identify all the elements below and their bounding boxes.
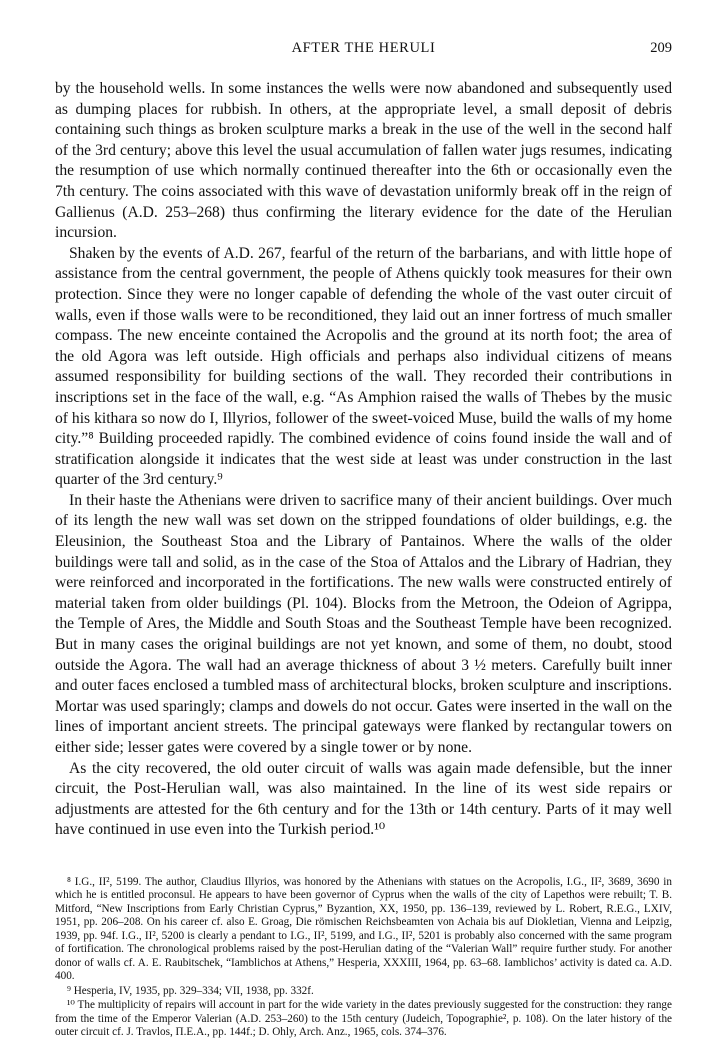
document-page xyxy=(55,40,672,1041)
body-text xyxy=(55,79,672,841)
footnote: ¹⁰ The multiplicity of repairs will account in part for the wide variety in the dates previously suggested for the construction: they range from the time of the Emperor Valerian (A.D. 253–260) to the 15th century (Judeich, Topographie², p. 108). On the later history of the outer circuit cf. J. Travlos, Π.Ε.Α., pp. 144f.; D. Ohly, Arch. Anz., 1965, cols. 374–376. xyxy=(55,999,672,1039)
footnotes xyxy=(55,876,672,1040)
running-header xyxy=(55,40,672,62)
paragraph: Shaken by the events of A.D. 267, fearful of the return of the barbarians, and with little hope of assistance from the central government, the people of Athens quickly took measures for their own protection. Since they were no longer capable of defending the whole of the vast outer circuit of walls, even if those walls were to be reconditioned, they laid out an inner fortress of much smaller compass. The new enceinte contained the Acropolis and the ground at its north foot; the area of the old Agora was left outside. High officials and perhaps also individual citizens of means assumed responsibility for building sections of the wall. They recorded their contributions in inscriptions set in the face of the wall, e.g. “As Amphion raised the walls of Thebes by the music of his kithara so now do I, Illyrios, follower of the sweet-voiced Muse, build the walls of my home city.”⁸ Building proceeded rapidly. The combined evidence of coins found inside the wall and of stratification alongside it indicates that the west side at least was under construction in the last quarter of the 3rd century.⁹ xyxy=(55,244,672,489)
paragraph: In their haste the Athenians were driven to sacrifice many of their ancient buildings. Over much of its length the new wall was set down on the stripped foundations of older buildings, e.g. the Eleusinion, the Southeast Stoa and the Library of Pantainos. Where the walls of the older buildings were tall and solid, as in the case of the Stoa of Attalos and the Library of Hadrian, they were reinforced and incorporated in the fortifications. The new walls were constructed entirely of material taken from older buildings (Pl. 104). Blocks from the Metroon, the Odeion of Agrippa, the Temple of Ares, the Middle and South Stoas and the Southeast Temple have been recognized. But in many cases the original buildings are not yet known, and some of them, no doubt, stood outside the Agora. The wall had an average thickness of about 3 ½ meters. Carefully built inner and outer faces enclosed a tumbled mass of architectural blocks, broken sculpture and inscriptions. Mortar was used sparingly; clamps and dowels do not occur. Gates were inserted in the wall on the lines of important ancient streets. The principal gateways were flanked by rectangular towers on either side; lesser gates were covered by a single tower or by none. xyxy=(55,491,672,756)
running-title: AFTER THE HERULI xyxy=(291,40,436,56)
paragraph: by the household wells. In some instances the wells were now abandoned and subsequently used as dumping places for rubbish. In others, at the appropriate level, a small deposit of debris containing such things as broken sculpture marks a break in the use of the well in the second half of the 3rd century; above this level the usual accumulation of fallen water jugs resumes, indicating the resumption of use which normally continued thereafter into the 6th or occasionally even the 7th century. The coins associated with this wave of devastation uniformly break off in the reign of Gallienus (A.D. 253–268) thus confirming the literary evidence for the date of the Herulian incursion. xyxy=(55,80,672,242)
page-number: 209 xyxy=(650,40,672,56)
footnote: ⁹ Hesperia, IV, 1935, pp. 329–334; VII, 1938, pp. 332f. xyxy=(67,984,314,997)
paragraph: As the city recovered, the old outer circuit of walls was again made defensible, but the inner circuit, the Post-Herulian wall, was also maintained. In the line of its west side repairs or adjustments are attested for the 6th century and for the 13th or 14th century. Parts of it may well have continued in use even into the Turkish period.¹⁰ xyxy=(55,759,672,839)
footnote: ⁸ I.G., II², 5199. The author, Claudius Illyrios, was honored by the Athenians with statues on the Acropolis, I.G., II², 3689, 3690 in which he is entitled proconsul. He appears to have been governor of Cyprus when the walls of the city of Lapethos were rebuilt; T. B. Mitford, “New Inscriptions from Early Christian Cyprus,” Byzantion, XX, 1950, pp. 136–139, reviewed by L. Robert, R.E.G., LXIV, 1951, pp. 206–208. On his career cf. also E. Groag, Die römischen Reichsbeamten von Achaia bis auf Diokletian, Vienna and Leipzig, 1939, pp. 94f. I.G., II², 5200 is clearly a pendant to I.G., II², 5199, and I.G., II², 5201 is probably also concerned with the same program of fortification. The chronological problems raised by the post-Herulian dating of the “Valerian Wall” require further study. For another donor of walls cf. A. E. Raubitschek, “Iamblichos at Athens,” Hesperia, XXXIII, 1964, pp. 63–68. Iamblichos’ activity is dated ca. A.D. 400. xyxy=(55,875,672,983)
